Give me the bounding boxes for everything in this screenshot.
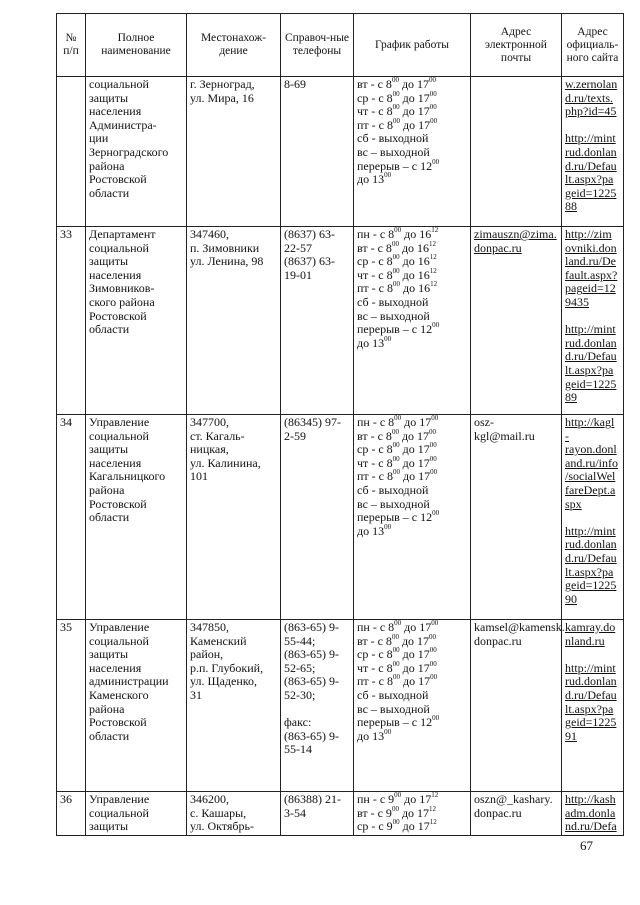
- institutions-table: [56, 13, 624, 836]
- schedule-line: вт - с $8^{00}$ до $16^{12}$: [357, 239, 437, 255]
- work-schedule: [354, 792, 471, 836]
- header-name: Полное наименование: [86, 14, 187, 77]
- schedule-line: сб - выходной: [357, 131, 429, 146]
- header-email: Адрес электронной почты: [471, 14, 562, 77]
- schedule-line: до $13^{00}$: [357, 727, 392, 743]
- email-address[interactable]: oszn@_kashary. donpac.ru: [471, 792, 562, 836]
- schedule-line: пн - с $8^{00}$ до $17^{00}$: [357, 619, 439, 634]
- institution-phones: (863-65) 9- 55-44; (863-65) 9- 52-65; (863-65) 9- 52-30; факс: (863-65) 9- 55-14: [281, 620, 354, 792]
- table-row: [57, 77, 624, 227]
- official-site: [562, 415, 624, 620]
- schedule-line: до $13^{00}$: [357, 171, 392, 187]
- institution-name: Управление социальной защиты населения Кагальницкого района Ростовской области: [86, 415, 187, 620]
- table-row: [57, 415, 624, 620]
- schedule-line: вт - с $9^{00}$ до $17^{12}$: [357, 804, 437, 820]
- schedule-line: вс – выходной: [357, 496, 430, 511]
- official-site: [562, 620, 624, 792]
- schedule-line: ср - с $9^{00}$ до $17^{12}$: [357, 818, 437, 834]
- header-location: Местонахож-дение: [187, 14, 281, 77]
- schedule-line: пт - с $8^{00}$ до $17^{00}$: [357, 116, 438, 132]
- email-address[interactable]: zimauszn@zima. donpac.ru: [471, 227, 562, 415]
- schedule-line: чт - с $8^{00}$ до $17^{00}$: [357, 659, 437, 675]
- schedule-line: пн - с $8^{00}$ до $16^{12}$: [357, 226, 439, 241]
- schedule-line: чт - с $8^{00}$ до $17^{00}$: [357, 454, 437, 470]
- header-site: Адрес официаль-ного сайта: [562, 14, 624, 77]
- link-spacer: [565, 648, 620, 662]
- header-num: № п/п: [57, 14, 86, 77]
- page-number: 67: [580, 838, 593, 853]
- site-link[interactable]: w.zernolan d.ru/texts. php?id=45: [565, 77, 618, 119]
- schedule-line: до $13^{00}$: [357, 334, 392, 350]
- row-number: 33: [57, 227, 86, 415]
- table-row: [57, 227, 624, 415]
- institution-location: 347460, п. Зимовники ул. Ленина, 98: [187, 227, 281, 415]
- row-number: 36: [57, 792, 86, 836]
- schedule-line: ср - с $8^{00}$ до $17^{00}$: [357, 441, 437, 457]
- institution-name: Департамент социальной защиты населения Зимовников- ского района Ростовской области: [86, 227, 187, 415]
- institution-name: Управление социальной защиты: [86, 792, 187, 836]
- work-schedule: [354, 227, 471, 415]
- site-link[interactable]: http://kash adm.donla nd.ru/Defa: [565, 792, 617, 834]
- official-site: [562, 77, 624, 227]
- row-number: 34: [57, 415, 86, 620]
- schedule-line: ср - с $8^{00}$ до $17^{00}$: [357, 89, 437, 105]
- schedule-line: пт - с $8^{00}$ до $17^{00}$: [357, 673, 438, 689]
- email-address[interactable]: kamsel@kamensk. donpac.ru: [471, 620, 562, 792]
- schedule-line: перерыв – с $12^{00}$: [357, 714, 440, 730]
- site-link[interactable]: http://zim ovniki.don land.ru/De fault.aspx? pageid=12 9435: [565, 227, 618, 309]
- work-schedule: [354, 415, 471, 620]
- site-link[interactable]: kamray.do nland.ru: [565, 620, 616, 648]
- link-spacer: [565, 119, 620, 133]
- schedule-line: пн - с $8^{00}$ до $17^{00}$: [357, 414, 439, 429]
- header-schedule: График работы: [354, 14, 471, 77]
- schedule-line: чт - с $8^{00}$ до $17^{00}$: [357, 103, 437, 119]
- table-row: [57, 792, 624, 836]
- row-number: [57, 77, 86, 227]
- institution-location: г. Зерноград, ул. Мира, 16: [187, 77, 281, 227]
- site-link[interactable]: http://mint rud.donlan d.ru/Defau lt.aspx?pa geid=1225 90: [565, 523, 617, 606]
- schedule-line: чт - с $8^{00}$ до $16^{12}$: [357, 266, 437, 282]
- work-schedule: [354, 77, 471, 227]
- institution-phones: (86345) 97- 2-59: [281, 415, 354, 620]
- link-spacer: [565, 310, 620, 324]
- institution-phones: (86388) 21- 3-54: [281, 792, 354, 836]
- schedule-line: вт - с $8^{00}$ до $17^{00}$: [357, 632, 437, 648]
- schedule-line: вс – выходной: [357, 144, 430, 159]
- schedule-line: до $13^{00}$: [357, 522, 392, 538]
- institution-name: социальной защиты населения Администра- ции Зерноградского района Ростовской области: [86, 77, 187, 227]
- schedule-line: ср - с $8^{00}$ до $16^{12}$: [357, 253, 437, 269]
- institution-name: Управление социальной защиты населения администрации Каменского района Ростовской области: [86, 620, 187, 792]
- schedule-line: ср - с $8^{00}$ до $17^{00}$: [357, 646, 437, 662]
- schedule-line: пн - с $9^{00}$ до $17^{12}$: [357, 791, 439, 806]
- schedule-line: перерыв – с $12^{00}$: [357, 321, 440, 337]
- official-site: [562, 792, 624, 836]
- row-number: 35: [57, 620, 86, 792]
- link-spacer: [565, 511, 620, 525]
- schedule-line: пт - с $8^{00}$ до $17^{00}$: [357, 468, 438, 484]
- institution-location: 347850, Каменский район, р.п. Глубокий, ул. Щаденко, 31: [187, 620, 281, 792]
- site-link[interactable]: http://kagl - rayon.donl and.ru/info /socialWel fareDept.a spx: [565, 415, 618, 511]
- schedule-line: сб - выходной: [357, 687, 429, 702]
- schedule-line: пт - с $8^{00}$ до $16^{12}$: [357, 280, 438, 296]
- institution-phones: (8637) 63- 22-57 (8637) 63- 19-01: [281, 227, 354, 415]
- table-header-row: [57, 14, 624, 77]
- institution-location: 346200, с. Кашары, ул. Октябрь-: [187, 792, 281, 836]
- header-phones: Справоч-ные телефоны: [281, 14, 354, 77]
- email-address[interactable]: osz- kgl@mail.ru: [471, 415, 562, 620]
- schedule-line: вт - с $8^{00}$ до $17^{00}$: [357, 427, 437, 443]
- schedule-line: вс – выходной: [357, 701, 430, 716]
- site-link[interactable]: http://mint rud.donlan d.ru/Defau lt.aspx?pa geid=1225 89: [565, 322, 617, 405]
- schedule-line: перерыв – с $12^{00}$: [357, 157, 440, 173]
- official-site: [562, 227, 624, 415]
- schedule-line: перерыв – с $12^{00}$: [357, 509, 440, 525]
- table-row: [57, 620, 624, 792]
- work-schedule: [354, 620, 471, 792]
- schedule-line: сб - выходной: [357, 294, 429, 309]
- institution-phones: 8-69: [281, 77, 354, 227]
- site-link[interactable]: http://mint rud.donlan d.ru/Defau lt.aspx?pa geid=1225 91: [565, 660, 617, 743]
- schedule-line: вт - с $8^{00}$ до $17^{00}$: [357, 76, 437, 91]
- site-link[interactable]: http://mint rud.donlan d.ru/Defau lt.aspx?pa geid=1225 88: [565, 131, 617, 214]
- schedule-line: вс – выходной: [357, 308, 430, 323]
- email-address: [471, 77, 562, 227]
- institution-location: 347700, ст. Кагаль- ницкая, ул. Калинина, 101: [187, 415, 281, 620]
- schedule-line: сб - выходной: [357, 482, 429, 497]
